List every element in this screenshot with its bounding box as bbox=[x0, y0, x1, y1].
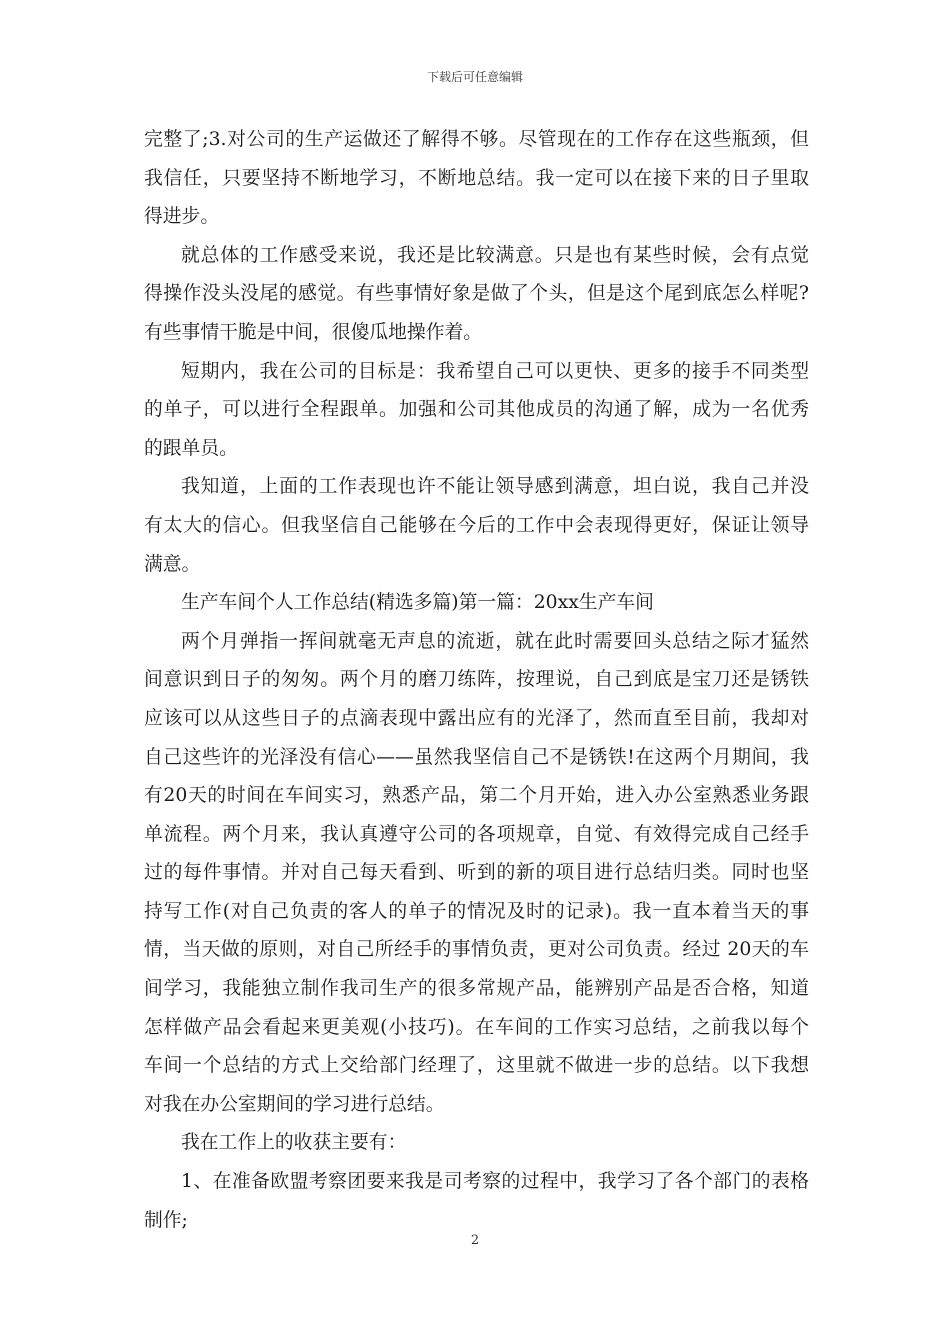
text-line: 短期内，我在公司的目标是：我希望自己可以更快、更多的接手不同类型 bbox=[181, 360, 809, 382]
text-line: 车间一个总结的方式上交给部门经理了，这里就不做进一步的总结。以下我想 bbox=[144, 1055, 809, 1077]
text-line: 1、在准备欧盟考察团要来我是司考察的过程中，我学习了各个部门的表格 bbox=[181, 1171, 809, 1193]
document-body bbox=[144, 121, 809, 1240]
text-line: 对我在办公室期间的学习进行总结。 bbox=[144, 1093, 445, 1115]
text-line: 情，当天做的原则，对自己所经手的事情负责，更对公司负责。经过 20天的车 bbox=[144, 939, 809, 961]
text-line: 的跟单员。 bbox=[144, 437, 238, 459]
page-header: 下载后可任意编辑 bbox=[426, 70, 523, 84]
text-line: 就总体的工作感受来说，我还是比较满意。只是也有某些时候，会有点觉 bbox=[181, 244, 809, 266]
page-number: 2 bbox=[470, 1233, 480, 1248]
text-line: 间学习，我能独立制作我司生产的很多常规产品，能辨别产品是否合格，知道 bbox=[144, 978, 809, 1000]
section-heading: 生产车间个人工作总结(精选多篇)第一篇：20xx生产车间 bbox=[181, 592, 654, 614]
text-line: 有太大的信心。但我坚信自己能够在今后的工作中会表现得更好，保证让领导 bbox=[144, 514, 809, 536]
text-line: 我信任，只要坚持不断地学习，不断地总结。我一定可以在接下来的日子里取 bbox=[144, 167, 809, 189]
text-line: 有些事情干脆是中间，很傻瓜地操作着。 bbox=[144, 321, 483, 343]
text-line: 得操作没头没尾的感觉。有些事情好象是做了个头，但是这个尾到底怎么样呢? bbox=[144, 283, 809, 305]
text-line: 单流程。两个月来，我认真遵守公司的各项规章，自觉、有效得完成自己经手 bbox=[144, 823, 809, 845]
text-line: 怎样做产品会看起来更美观(小技巧)。在车间的工作实习总结，之前我以每个 bbox=[144, 1016, 809, 1038]
text-line: 完整了;3.对公司的生产运做还了解得不够。尽管现在的工作存在这些瓶颈，但 bbox=[144, 129, 809, 150]
text-line: 持写工作(对自己负责的客人的单子的情况及时的记录)。我一直本着当天的事 bbox=[144, 900, 809, 922]
text-line: 间意识到日子的匆匆。两个月的磨刀练阵，按理说，自己到底是宝刀还是锈铁 bbox=[144, 669, 809, 691]
text-line: 应该可以从这些日子的点滴表现中露出应有的光泽了，然而直至目前，我却对 bbox=[144, 707, 809, 729]
text-line: 过的每件事情。并对自己每天看到、听到的新的项目进行总结归类。同时也坚 bbox=[144, 862, 809, 884]
text-line: 有20天的时间在车间实习，熟悉产品，第二个月开始，进入办公室熟悉业务跟 bbox=[144, 785, 809, 807]
text-line: 我在工作上的收获主要有： bbox=[181, 1132, 407, 1154]
text-line: 两个月弹指一挥间就毫无声息的流逝，就在此时需要回头总结之际才猛然 bbox=[181, 630, 809, 652]
text-line: 得进步。 bbox=[144, 206, 220, 228]
text-line: 我知道，上面的工作表现也许不能让领导感到满意，坦白说，我自己并没 bbox=[181, 476, 809, 498]
text-line: 满意。 bbox=[144, 553, 201, 575]
text-line: 制作; bbox=[144, 1209, 188, 1231]
text-line: 的单子，可以进行全程跟单。加强和公司其他成员的沟通了解，成为一名优秀 bbox=[144, 399, 809, 421]
text-line: 自己这些许的光泽没有信心——虽然我坚信自己不是锈铁!在这两个月期间，我 bbox=[144, 746, 809, 768]
